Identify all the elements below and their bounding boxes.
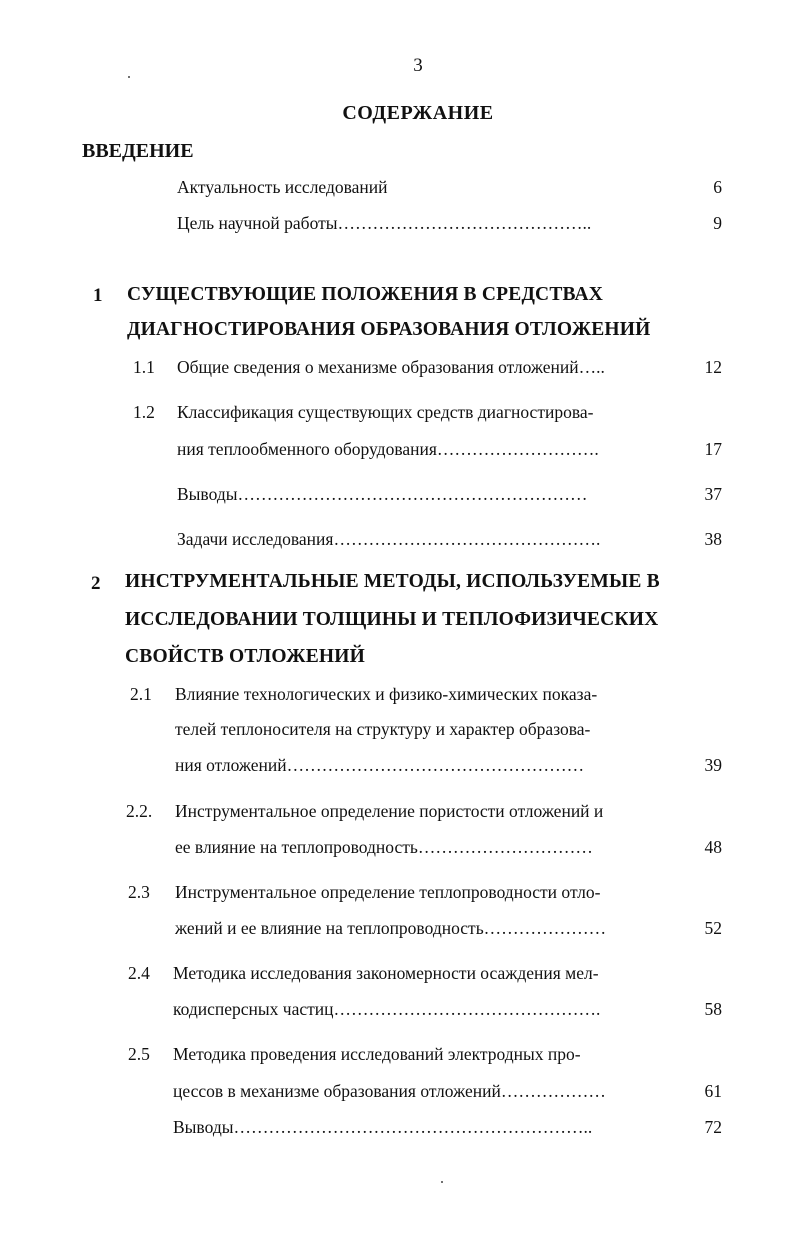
chapter-title-line: ИССЛЕДОВАНИИ ТОЛЩИНЫ И ТЕПЛОФИЗИЧЕСКИХ: [125, 609, 659, 630]
entry-page: 12: [704, 357, 722, 377]
toc-title: СОДЕРЖАНИЕ: [342, 102, 494, 124]
entry-page: 37: [704, 484, 722, 504]
entry-text: Общие сведения о механизме образования отложений…..: [177, 357, 605, 377]
entry-text: Выводы……………………………………………………: [177, 484, 588, 504]
entry-text: Методика проведения исследований электродных про-: [173, 1044, 581, 1064]
entry-page: 38: [704, 529, 722, 549]
entry-text: Инструментальное определение пористости отложений и: [175, 801, 604, 821]
entry-text: цессов в механизме образования отложений………………: [173, 1081, 606, 1101]
entry-page: 39: [704, 755, 722, 775]
entry-number: 2.5: [128, 1044, 150, 1064]
entry-page: 61: [704, 1081, 722, 1101]
entry-text: ния отложений……………………………………………: [175, 755, 585, 775]
entry-text: Актуальность исследований: [177, 177, 388, 197]
entry-number: 2.4: [128, 963, 150, 983]
entry-text: жений и ее влияние на теплопроводность…………………: [175, 918, 607, 938]
entry-text: Влияние технологических и физико-химических показа-: [175, 684, 598, 704]
entry-page: 72: [704, 1117, 722, 1137]
intro-heading: ВВЕДЕНИЕ: [82, 140, 194, 162]
chapter-number: 1: [93, 285, 103, 306]
entry-page: 6: [713, 177, 722, 197]
entry-text: ее влияние на теплопроводность…………………………: [175, 837, 593, 857]
entry-page: 58: [704, 999, 722, 1019]
entry-page: 9: [713, 213, 722, 233]
entry-number: 2.3: [128, 882, 150, 902]
entry-text: телей теплоносителя на структуру и характер образова-: [175, 719, 591, 739]
entry-number: 2.2.: [126, 801, 153, 821]
entry-text: ния теплообменного оборудования……………………….: [177, 439, 599, 459]
chapter-title-line: ДИАГНОСТИРОВАНИЯ ОБРАЗОВАНИЯ ОТЛОЖЕНИЙ: [127, 319, 651, 340]
page-number: 3: [413, 55, 423, 76]
chapter-title-line: СВОЙСТВ ОТЛОЖЕНИЙ: [125, 646, 365, 667]
entry-page: 52: [704, 918, 722, 938]
chapter-title-line: ИНСТРУМЕНТАЛЬНЫЕ МЕТОДЫ, ИСПОЛЬЗУЕМЫЕ В: [125, 571, 660, 592]
entry-number: 1.1: [133, 357, 155, 377]
entry-text: Классификация существующих средств диагностирова-: [177, 402, 594, 422]
entry-text: Задачи исследования……………………………………….: [177, 529, 601, 549]
entry-number: 1.2: [133, 402, 155, 422]
entry-page: 48: [704, 837, 722, 857]
entry-text: Цель научной работы……………………………………..: [177, 213, 592, 233]
entry-text: Выводы……………………………………………………..: [173, 1117, 593, 1137]
scan-speck: [441, 1181, 443, 1183]
entry-text: кодисперсных частиц……………………………………….: [173, 999, 601, 1019]
entry-number: 2.1: [130, 684, 152, 704]
entry-text: Методика исследования закономерности осаждения мел-: [173, 963, 599, 983]
entry-text: Инструментальное определение теплопроводности отло-: [175, 882, 601, 902]
chapter-title-line: СУЩЕСТВУЮЩИЕ ПОЛОЖЕНИЯ В СРЕДСТВАХ: [127, 284, 604, 305]
entry-page: 17: [704, 439, 722, 459]
chapter-number: 2: [91, 573, 101, 594]
